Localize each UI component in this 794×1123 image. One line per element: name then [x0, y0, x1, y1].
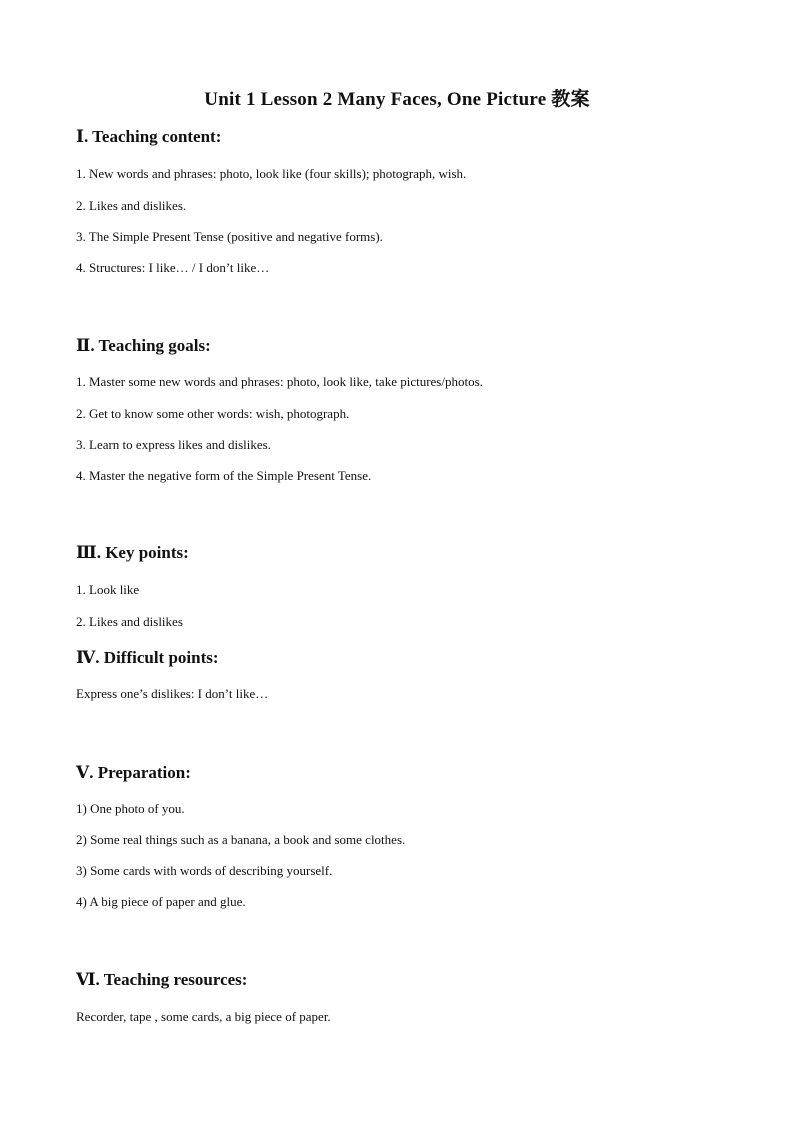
list-item: 4. Structures: I like… / I don’t like…	[76, 260, 270, 275]
list-item: Express one’s dislikes: I don’t like…	[76, 686, 269, 701]
list-item: 4. Master the negative form of the Simple Present Tense.	[76, 468, 372, 483]
list-item: 1. Master some new words and phrases: photo, look like, take pictures/photos.	[76, 374, 483, 389]
list-item: 1) One photo of you.	[76, 801, 185, 816]
list-item: 1. New words and phrases: photo, look like (four skills); photograph, wish.	[76, 166, 467, 181]
list-item: 2. Likes and dislikes.	[76, 198, 187, 213]
list-item: Recorder, tape , some cards, a big piece of paper.	[76, 1009, 331, 1024]
section-heading-key-points: Ⅲ. Key points:	[76, 543, 189, 562]
section-heading-teaching-content: Ⅰ. Teaching content:	[76, 127, 222, 146]
list-item: 2. Likes and dislikes	[76, 614, 183, 629]
section-heading-teaching-goals: Ⅱ. Teaching goals:	[76, 336, 211, 355]
list-item: 3) Some cards with words of describing yourself.	[76, 863, 333, 878]
list-item: 1. Look like	[76, 582, 140, 597]
section-heading-teaching-resources: Ⅵ. Teaching resources:	[76, 970, 248, 989]
list-item: 3. Learn to express likes and dislikes.	[76, 437, 271, 452]
list-item: 2) Some real things such as a banana, a book and some clothes.	[76, 832, 406, 847]
list-item: 3. The Simple Present Tense (positive and negative forms).	[76, 229, 383, 244]
section-heading-preparation: Ⅴ. Preparation:	[76, 763, 191, 782]
list-item: 2. Get to know some other words: wish, photograph.	[76, 406, 350, 421]
list-item: 4) A big piece of paper and glue.	[76, 894, 246, 909]
document-title: Unit 1 Lesson 2 Many Faces, One Picture 教案	[204, 89, 590, 110]
section-heading-difficult-points: Ⅳ. Difficult points:	[76, 648, 219, 667]
